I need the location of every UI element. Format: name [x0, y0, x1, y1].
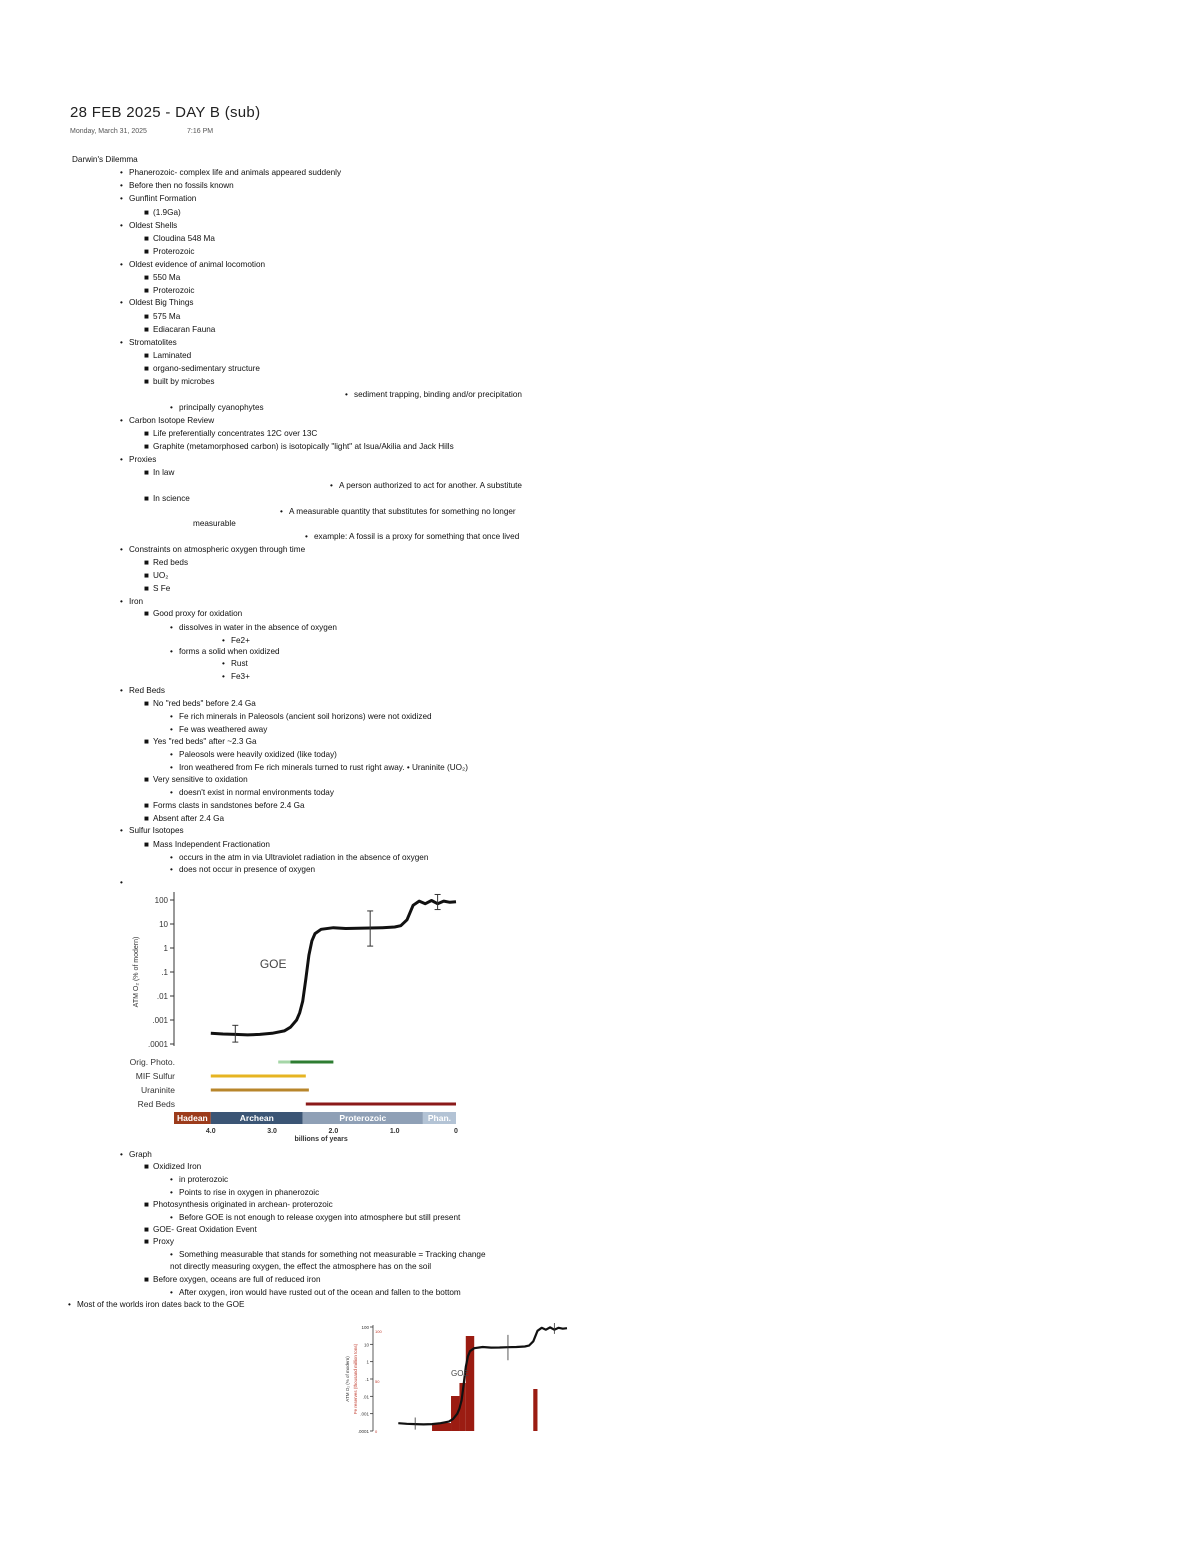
x-tick-label: 0 [454, 1128, 458, 1135]
note-text: Most of the worlds iron dates back to the GOE [77, 1300, 245, 1309]
note-line [68, 1300, 244, 1310]
bullet-marker: ■ [144, 442, 149, 451]
bullet-marker: • [120, 826, 123, 835]
bullet-marker: ■ [144, 286, 149, 295]
note-line [144, 840, 270, 850]
note-text: Rust [231, 659, 248, 668]
bullet-marker: • [222, 636, 225, 645]
bullet-marker: ■ [144, 247, 149, 256]
eon-label: Archean [239, 1113, 274, 1123]
bullet-marker: • [120, 545, 123, 554]
y-tick-label: 10 [159, 920, 168, 929]
y-tick-label: .01 [362, 1394, 369, 1400]
bullet-marker: ■ [144, 494, 149, 503]
bullet-marker: ■ [144, 699, 149, 708]
bullet-marker: • [120, 455, 123, 464]
note-line [144, 286, 194, 296]
range-label: Red Beds [137, 1099, 175, 1109]
range-label: Uraninite [140, 1085, 175, 1095]
bullet-marker: • [170, 865, 173, 874]
note-text: dissolves in water in the absence of oxygen [179, 623, 337, 632]
note-text: Constraints on atmospheric oxygen through time [129, 545, 306, 554]
note-line [170, 623, 337, 633]
note-line [144, 442, 454, 452]
bullet-marker: • [120, 298, 123, 307]
goe-annotation: GOE [451, 1368, 469, 1378]
note-line [144, 364, 260, 374]
note-text: Oldest evidence of animal locomotion [129, 260, 266, 269]
note-text: Iron weathered from Fe rich minerals turned to rust right away. • Uraninite (UO₂) [179, 763, 468, 772]
note-text: Oldest Shells [129, 221, 178, 230]
note-line [170, 1175, 228, 1185]
note-line [120, 1150, 152, 1160]
bullet-marker: ■ [144, 1200, 149, 1209]
note-line [144, 814, 224, 824]
note-text: Good proxy for oxidation [153, 609, 243, 618]
bullet-marker: ■ [144, 208, 149, 217]
bullet-marker: • [120, 181, 123, 190]
y-tick-label: .0001 [147, 1040, 168, 1049]
y-tick-label: 100 [361, 1325, 369, 1330]
bullet-marker: ■ [144, 273, 149, 282]
bullet-marker: ■ [144, 429, 149, 438]
note-line [144, 571, 168, 581]
note-text: Proterozoic [153, 286, 195, 295]
note-line [144, 494, 190, 504]
note-line [170, 403, 264, 413]
note-text: Iron [129, 597, 144, 606]
y-tick-label: .001 [152, 1016, 168, 1025]
note-line [120, 221, 177, 231]
note-text: Red beds [153, 558, 189, 567]
range-label: MIF Sulfur [135, 1071, 175, 1081]
note-text: Proxies [129, 455, 157, 464]
note-text: In law [153, 468, 175, 477]
note-line [120, 168, 341, 178]
note-line [144, 737, 257, 747]
goe-annotation: GOE [259, 956, 287, 971]
y-tick-label: 1 [366, 1359, 369, 1365]
bullet-marker: • [120, 597, 123, 606]
note-text: example: A fossil is a proxy for something that once lived [314, 532, 520, 541]
note-text: In science [153, 494, 190, 503]
x-tick-label: 3.0 [267, 1128, 277, 1135]
bullet-marker: ■ [144, 1237, 149, 1246]
note-line [144, 273, 180, 283]
x-tick-label: 4.0 [205, 1128, 216, 1135]
y-tick-label: .001 [360, 1411, 369, 1417]
note-line [120, 455, 156, 465]
y-tick-label: .01 [156, 992, 168, 1001]
y-tick-label: 1 [163, 944, 168, 953]
bullet-marker: • [170, 1250, 173, 1259]
note-text: Paleosols were heavily oxidized (like today) [179, 750, 337, 759]
note-line [144, 377, 214, 387]
bullet-marker: ■ [144, 325, 149, 334]
bullet-marker: • [222, 672, 225, 681]
page-date: Monday, March 31, 2025 [70, 128, 147, 135]
bullet-marker: • [170, 750, 173, 759]
bullet-marker: • [305, 532, 308, 541]
note-line [144, 312, 180, 322]
note-text: Before oxygen, oceans are full of reduced iron [153, 1275, 321, 1284]
note-line [222, 672, 250, 682]
note-line [120, 416, 214, 426]
bullet-marker: • [120, 338, 123, 347]
y-tick-label: 100 [154, 896, 168, 905]
note-line [144, 1225, 257, 1235]
bullet-marker: • [170, 403, 173, 412]
note-line [144, 801, 305, 811]
eon-label: Phan. [427, 1113, 452, 1123]
note-line [144, 558, 188, 568]
oxygen-curve [398, 1327, 567, 1424]
note-text: Mass Independent Fractionation [153, 840, 270, 849]
bullet-marker: • [68, 1300, 71, 1309]
note-line [144, 208, 181, 218]
y-tick-label: 10 [363, 1342, 369, 1348]
note-line [170, 1262, 431, 1272]
y-axis-label: ATM O₂ (% of modern) [345, 1356, 350, 1402]
bullet-marker: ■ [144, 1275, 149, 1284]
bullet-marker: • [170, 623, 173, 632]
y2-tick-label: 100 [375, 1329, 382, 1334]
y2-tick-label: 0 [375, 1429, 378, 1434]
note-line [193, 519, 236, 529]
y-tick-label: .0001 [357, 1429, 369, 1434]
note-line [120, 338, 177, 348]
note-text: Laminated [153, 351, 192, 360]
note-text: GOE- Great Oxidation Event [153, 1225, 257, 1234]
iron-reserves-chart [335, 1315, 575, 1440]
note-text: Fe2+ [231, 636, 250, 645]
note-text: 550 Ma [153, 273, 181, 282]
bullet-marker: ■ [144, 1162, 149, 1171]
note-line [144, 584, 170, 594]
bullet-marker: ■ [144, 1225, 149, 1234]
oxygen-curve [211, 901, 456, 1035]
note-text: Red Beds [129, 686, 165, 695]
x-tick-label: 1.0 [389, 1128, 400, 1135]
bullet-marker: • [170, 1188, 173, 1197]
note-text: Darwin's Dilemma [72, 155, 138, 164]
note-text: Stromatolites [129, 338, 177, 347]
note-line [120, 298, 193, 308]
bullet-marker: • [330, 481, 333, 490]
y-axis-label: ATM O₂ (% of modern) [133, 936, 140, 1008]
note-line [170, 853, 428, 863]
note-line [144, 1237, 174, 1247]
note-text: occurs in the atm in via Ultraviolet radiation in the absence of oxygen [179, 853, 429, 862]
note-text: Photosynthesis originated in archean- proterozoic [153, 1200, 333, 1209]
note-text: S Fe [153, 584, 171, 593]
note-line [170, 1288, 461, 1298]
bullet-marker: • [120, 221, 123, 230]
note-line [144, 1275, 321, 1285]
note-text: Points to rise in oxygen in phanerozoic [179, 1188, 320, 1197]
note-line [144, 699, 256, 709]
eon-label: Hadean [177, 1113, 208, 1123]
note-text: Something measurable that stands for something not measurable = Tracking change [179, 1250, 486, 1259]
bullet-marker: ■ [144, 775, 149, 784]
note-line [120, 686, 165, 696]
bullet-marker: • [170, 763, 173, 772]
note-text: Proterozoic [153, 247, 195, 256]
y2-axis-label: Fe reserves (thousand million tons) [353, 1343, 358, 1415]
note-line [170, 1188, 319, 1198]
page-title: 28 FEB 2025 - DAY B (sub) [70, 104, 261, 121]
note-line [345, 390, 522, 400]
note-line [120, 260, 265, 270]
note-text: Proxy [153, 1237, 174, 1246]
note-line [170, 763, 468, 773]
note-text: Very sensitive to oxidation [153, 775, 248, 784]
note-text: sediment trapping, binding and/or precipitation [354, 390, 522, 399]
bullet-marker: ■ [144, 737, 149, 746]
note-text: Forms clasts in sandstones before 2.4 Ga [153, 801, 305, 810]
note-line [144, 1200, 333, 1210]
bullet-marker: ■ [144, 312, 149, 321]
bullet-marker: • [120, 194, 123, 203]
note-text: Gunflint Formation [129, 194, 197, 203]
note-text: A person authorized to act for another. A substitute [339, 481, 522, 490]
bullet-marker: • [120, 878, 123, 887]
note-line [144, 609, 242, 619]
y2-tick-label: 50 [375, 1379, 380, 1384]
bullet-marker: • [345, 390, 348, 399]
note-text: Phanerozoic- complex life and animals appeared suddenly [129, 168, 342, 177]
note-text: Ediacaran Fauna [153, 325, 216, 334]
bullet-marker: • [120, 260, 123, 269]
bullet-marker: ■ [144, 468, 149, 477]
note-line [120, 194, 196, 204]
bullet-marker: ■ [144, 609, 149, 618]
note-text: principally cyanophytes [179, 403, 264, 412]
note-text: (1.9Ga) [153, 208, 181, 217]
note-line [222, 636, 250, 646]
bullet-marker: ■ [144, 364, 149, 373]
bullet-marker: • [170, 853, 173, 862]
bullet-marker: ■ [144, 801, 149, 810]
note-line [144, 468, 174, 478]
bullet-marker: ■ [144, 351, 149, 360]
bullet-marker: ■ [144, 584, 149, 593]
bullet-marker: ■ [144, 571, 149, 580]
bullet-marker: • [170, 1213, 173, 1222]
note-text: Oxidized Iron [153, 1162, 202, 1171]
note-line [170, 1250, 486, 1260]
note-text: doesn't exist in normal environments today [179, 788, 334, 797]
note-text: Absent after 2.4 Ga [153, 814, 225, 823]
note-line [144, 429, 317, 439]
range-label: Orig. Photo. [129, 1057, 175, 1067]
eon-label: Proterozoic [339, 1113, 387, 1123]
note-text: built by microbes [153, 377, 215, 386]
note-line [144, 325, 215, 335]
bullet-marker: ■ [144, 558, 149, 567]
note-line [222, 659, 248, 669]
note-text: in proterozoic [179, 1175, 229, 1184]
x-axis-label: billions of years [294, 1136, 348, 1143]
note-line [170, 1213, 460, 1223]
bullet-marker: ■ [144, 377, 149, 386]
note-line [305, 532, 519, 542]
note-text: forms a solid when oxidized [179, 647, 280, 656]
note-line [144, 351, 191, 361]
note-text: Fe was weathered away [179, 725, 268, 734]
note-text: Before then no fossils known [129, 181, 234, 190]
bullet-marker: • [170, 725, 173, 734]
note-text: Yes "red beds" after ~2.3 Ga [153, 737, 257, 746]
note-text: Fe rich minerals in Paleosols (ancient soil horizons) were not oxidized [179, 712, 432, 721]
y-tick-label: .1 [365, 1377, 369, 1382]
oxygen-history-chart [110, 880, 470, 1150]
note-line [170, 750, 337, 760]
note-text: Life preferentially concentrates 12C over 13C [153, 429, 318, 438]
note-text: After oxygen, iron would have rusted out of the ocean and fallen to the bottom [179, 1288, 461, 1297]
note-line [144, 775, 248, 785]
note-text: 575 Ma [153, 312, 181, 321]
bullet-marker: • [170, 1175, 173, 1184]
note-text: Graph [129, 1150, 152, 1159]
note-text: Carbon Isotope Review [129, 416, 215, 425]
note-line [72, 155, 138, 165]
note-line [120, 597, 143, 607]
bullet-marker: • [120, 1150, 123, 1159]
bullet-marker: • [120, 686, 123, 695]
note-text: UO₂ [153, 571, 169, 580]
note-line [144, 247, 194, 257]
bullet-marker: • [222, 659, 225, 668]
note-text: does not occur in presence of oxygen [179, 865, 316, 874]
note-text: No "red beds" before 2.4 Ga [153, 699, 256, 708]
bullet-marker: • [170, 712, 173, 721]
note-line [144, 234, 215, 244]
note-text: Fe3+ [231, 672, 250, 681]
x-tick-label: 2.0 [328, 1128, 339, 1135]
note-line [120, 545, 305, 555]
bullet-marker: • [170, 647, 173, 656]
bullet-marker: • [280, 507, 283, 516]
note-text: not directly measuring oxygen, the effect the atmosphere has on the soil [170, 1262, 432, 1271]
note-line [280, 507, 516, 517]
note-text: Graphite (metamorphosed carbon) is isotopically "light" at Isua/Akilia and Jack Hills [153, 442, 454, 451]
note-text: Cloudina 548 Ma [153, 234, 215, 243]
bullet-marker: ■ [144, 234, 149, 243]
note-text: measurable [193, 519, 236, 528]
note-text: Sulfur Isotopes [129, 826, 184, 835]
note-text: Oldest Big Things [129, 298, 194, 307]
note-line [144, 1162, 201, 1172]
bullet-marker: • [170, 788, 173, 797]
note-line [170, 865, 315, 875]
note-line [120, 181, 234, 191]
note-text: Before GOE is not enough to release oxygen into atmosphere but still present [179, 1213, 461, 1222]
bullet-marker: • [120, 416, 123, 425]
note-text: A measurable quantity that substitutes for something no longer [289, 507, 516, 516]
bullet-marker: ■ [144, 814, 149, 823]
bullet-marker: ■ [144, 840, 149, 849]
note-line [330, 481, 522, 491]
note-line [170, 725, 267, 735]
note-line [170, 788, 334, 798]
bullet-marker: • [170, 1288, 173, 1297]
note-line [170, 712, 432, 722]
bullet-marker: • [120, 168, 123, 177]
y-tick-label: .1 [161, 968, 168, 977]
page-time: 7:16 PM [187, 128, 214, 135]
note-text: organo-sedimentary structure [153, 364, 260, 373]
note-line [120, 826, 184, 836]
fe-reserve-bar [533, 1389, 537, 1431]
note-line [170, 647, 280, 657]
